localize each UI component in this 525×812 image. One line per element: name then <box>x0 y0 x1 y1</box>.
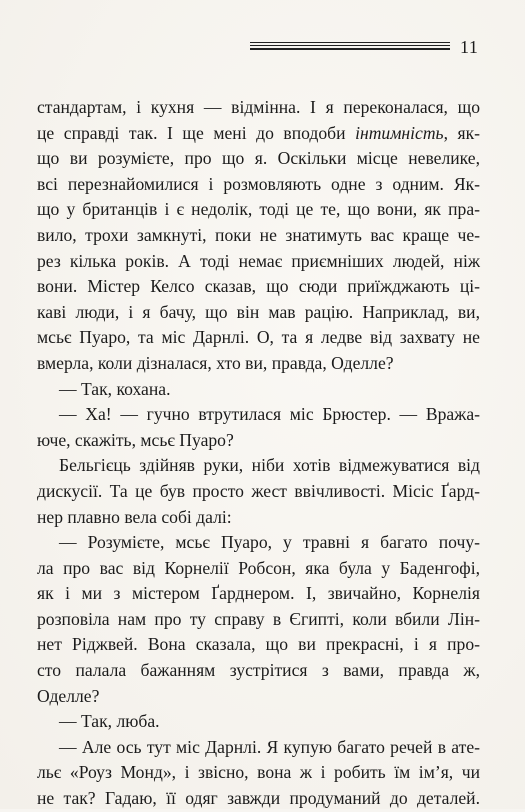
text-line: каві люди, і я бачу, що він мав рацію. Наприклад, ви, <box>37 301 480 322</box>
text-run: це справді так. І ще мені до вподоби <box>37 122 356 143</box>
text-run: , як- <box>443 122 480 143</box>
text-line: нер плавно вела собі далі: <box>37 506 232 527</box>
text-line: юче, скажіть, мсьє Пуаро? <box>37 429 234 450</box>
header-rule-line <box>250 45 450 46</box>
text-line: всі перезнайомилися і розмовляють одне з одним. Як- <box>37 173 480 194</box>
text-line: що ви розумієте, про що я. Оскільки місце невелике, <box>37 148 480 169</box>
text-line: як і ми з містером Ґарднером. І, звичайно, Корнелія <box>37 583 480 604</box>
text-line: — Розумієте, мсьє Пуаро, у травні я багато почу- <box>59 532 480 553</box>
text-line <box>37 121 480 147</box>
text-line: Бельгієць здійняв руки, ніби хотів відмежуватися від <box>59 455 480 476</box>
text-line: льє «Роуз Монд», і звісно, вона ж і робить їм ім’я, чи <box>37 762 480 783</box>
text-line: — Але ось тут міс Дарнлі. Я купую багато речей в ате- <box>59 736 480 757</box>
text-line: сто палала бажанням зустрітися з вами, правда ж, <box>37 660 480 681</box>
text-line: вони. Містер Келсо сказав, що сюди приїжджають ці- <box>37 276 480 297</box>
text-line: мсьє Пуаро, та міс Дарнлі. О, та я ледве від захвату не <box>37 327 480 348</box>
text-line: не так? Гадаю, її одяг завжди продуманий до деталей. <box>37 788 480 809</box>
text-line: що у британців і є недолік, тоді це те, що вони, як пра- <box>37 199 480 220</box>
header-rule-line <box>250 48 450 50</box>
text-line: — Так, люба. <box>59 711 160 732</box>
text-line: дискусії. Та це був просто жест ввічливості. Місіс Ґард- <box>37 480 480 501</box>
text-line: стандартам, і кухня — відмінна. І я переконалася, що <box>37 97 480 117</box>
page-number: 11 <box>460 37 479 57</box>
text-line: Оделле? <box>37 685 100 706</box>
header-rule-line <box>250 42 450 43</box>
text-line: нет Ріджвей. Вона сказала, що ви прекрасні, і я про- <box>37 634 480 655</box>
text-line: рез кілька років. А тоді немає приємніших людей, ніж <box>37 250 480 271</box>
text-line: — Так, кохана. <box>59 378 171 399</box>
italic-word: інтимність <box>355 122 444 143</box>
header-decorative-rules <box>250 40 450 54</box>
body-text <box>37 95 480 812</box>
text-line: ла про вас від Корнелії Робсон, яка була у Баденгофі, <box>37 557 480 578</box>
text-line: розповіла нам про ту справу в Єгипті, коли вбили Лін- <box>37 608 480 629</box>
text-line: вмерла, коли дізналася, хто ви, правда, Оделле? <box>37 352 394 373</box>
text-line: вило, трохи замкнуті, поки не знатимуть вас краще че- <box>37 224 480 245</box>
text-line: — Ха! — гучно втрутилася міс Брюстер. — Вража- <box>59 404 480 425</box>
